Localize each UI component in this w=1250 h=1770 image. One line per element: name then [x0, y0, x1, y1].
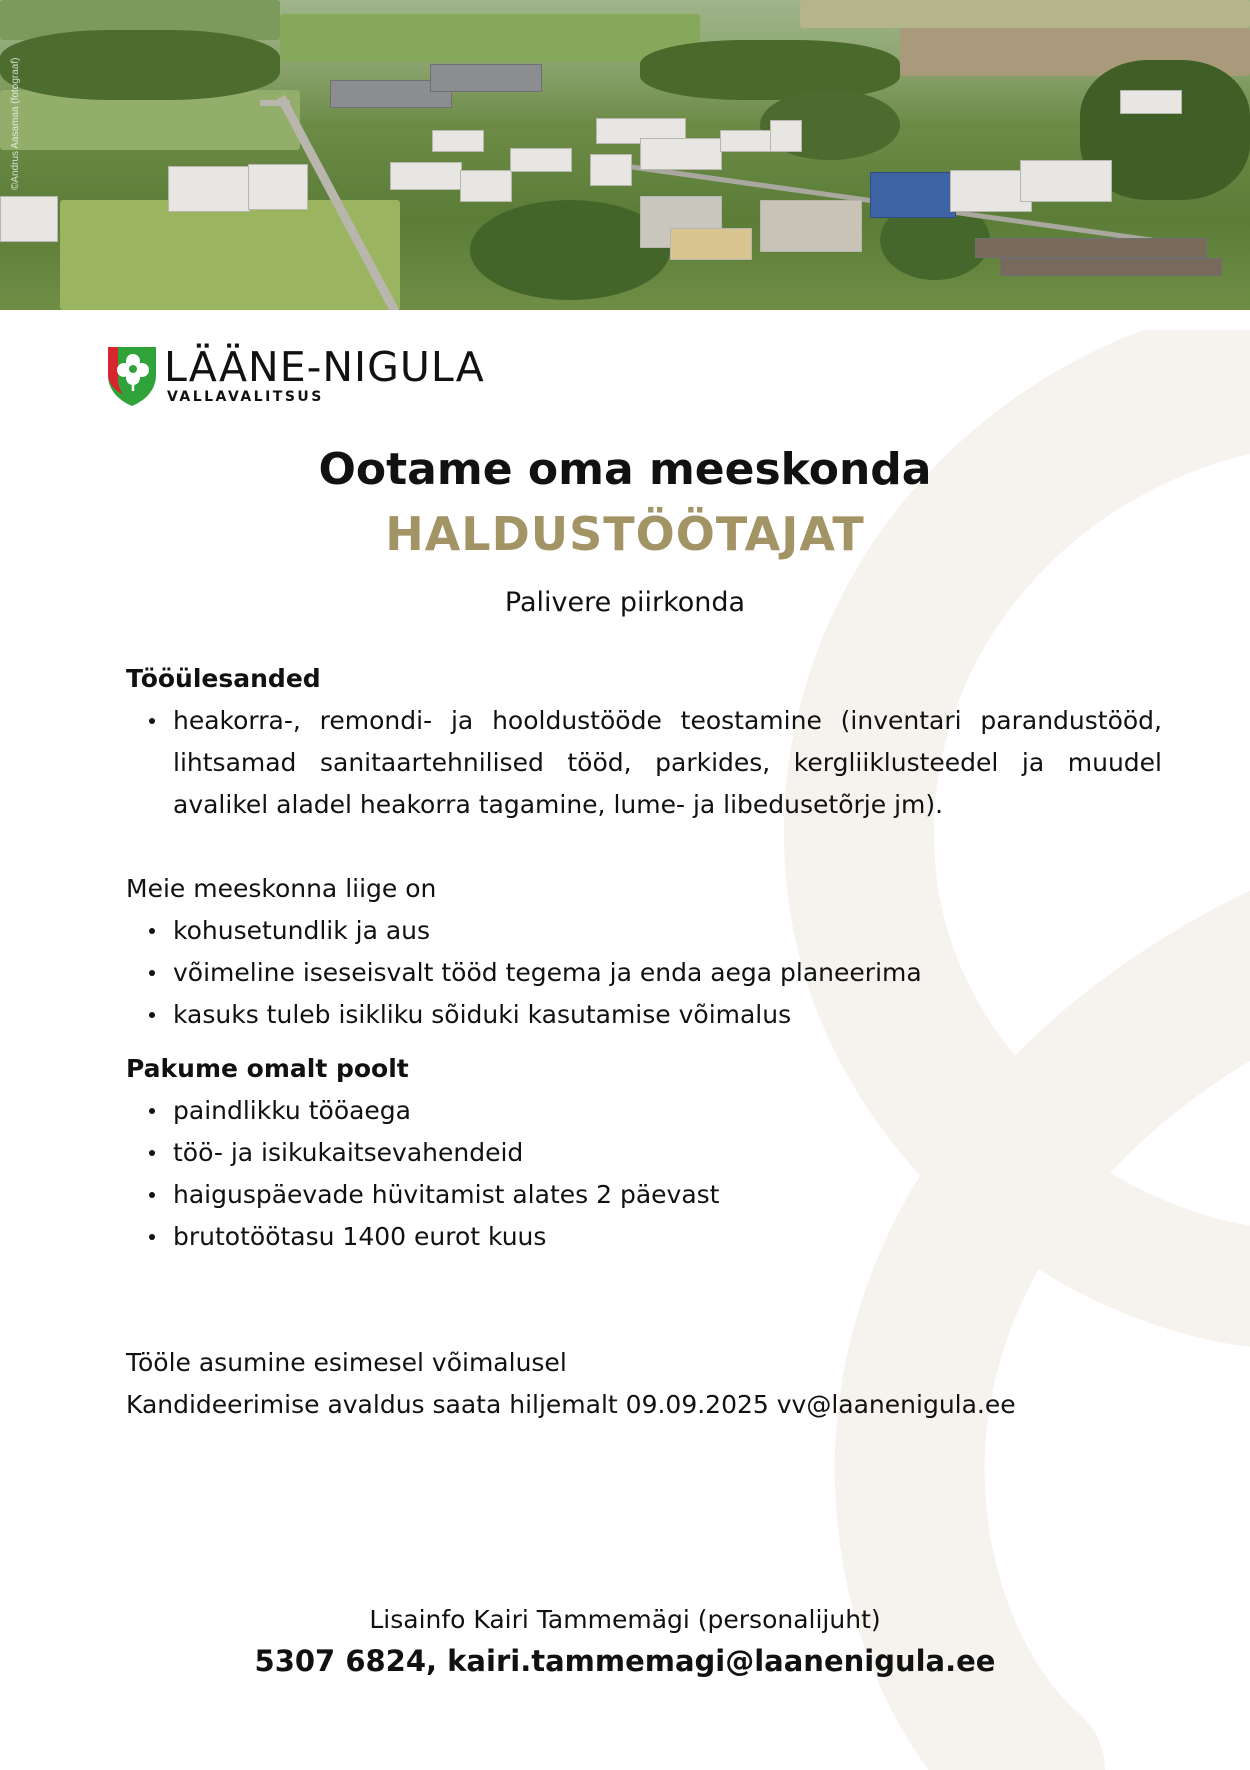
list-item: heakorra-, remondi- ja hooldustööde teostamine (inventari parandustööd, lihtsamad sanitaartehnilised tööd, parkides, kergliiklusteedel ja muudel avalikel aladel heakorra tagamine, lume- ja libedusetõrje jm). — [173, 700, 1162, 826]
contact-details: 5307 6824, kairi.tammemagi@laanenigula.ee — [254, 1644, 996, 1678]
duties-title: Tööülesanded — [126, 664, 321, 693]
list-item: haiguspäevade hüvitamist alates 2 päevast — [173, 1174, 1162, 1216]
list-item: brutotöötasu 1400 eurot kuus — [173, 1216, 1162, 1258]
clover-shield-icon — [106, 345, 158, 407]
headline: Ootame oma meeskonda — [318, 444, 932, 495]
municipality-logo — [106, 344, 485, 408]
list-item: kohusetundlik ja aus — [173, 910, 1162, 952]
list-item: võimeline iseseisvalt tööd tegema ja enda aega planeerima — [173, 952, 1162, 994]
requirements-list — [126, 910, 1162, 1036]
logo-name: LÄÄNE-NIGULA — [164, 343, 485, 391]
application-deadline-text: Kandideerimise avaldus saata hiljemalt 09.09.2025 vv@laanenigula.ee — [126, 1390, 1016, 1419]
duties-list — [126, 700, 1162, 826]
list-item: töö- ja isikukaitsevahendeid — [173, 1132, 1162, 1174]
region-subtitle: Palivere piirkonda — [504, 587, 746, 618]
job-description — [126, 658, 1162, 1426]
list-item: paindlikku tööaega — [173, 1090, 1162, 1132]
aerial-photo — [0, 0, 1250, 310]
list-item: kasuks tuleb isikliku sõiduki kasutamise võimalus — [173, 994, 1162, 1036]
logo-subtitle: VALLAVALITSUS — [167, 389, 324, 405]
offer-list — [126, 1090, 1162, 1258]
offer-title: Pakume omalt poolt — [126, 1054, 409, 1083]
job-title: HALDUSTÖÖTAJAT — [385, 507, 865, 561]
contact-info: Lisainfo Kairi Tammemägi (personalijuht) — [369, 1605, 881, 1634]
start-date-text: Tööle asumine esimesel võimalusel — [126, 1348, 567, 1377]
photo-credit: ©Andrus Aasamaa (fotograaf) — [10, 57, 21, 190]
requirements-title: Meie meeskonna liige on — [126, 874, 437, 903]
